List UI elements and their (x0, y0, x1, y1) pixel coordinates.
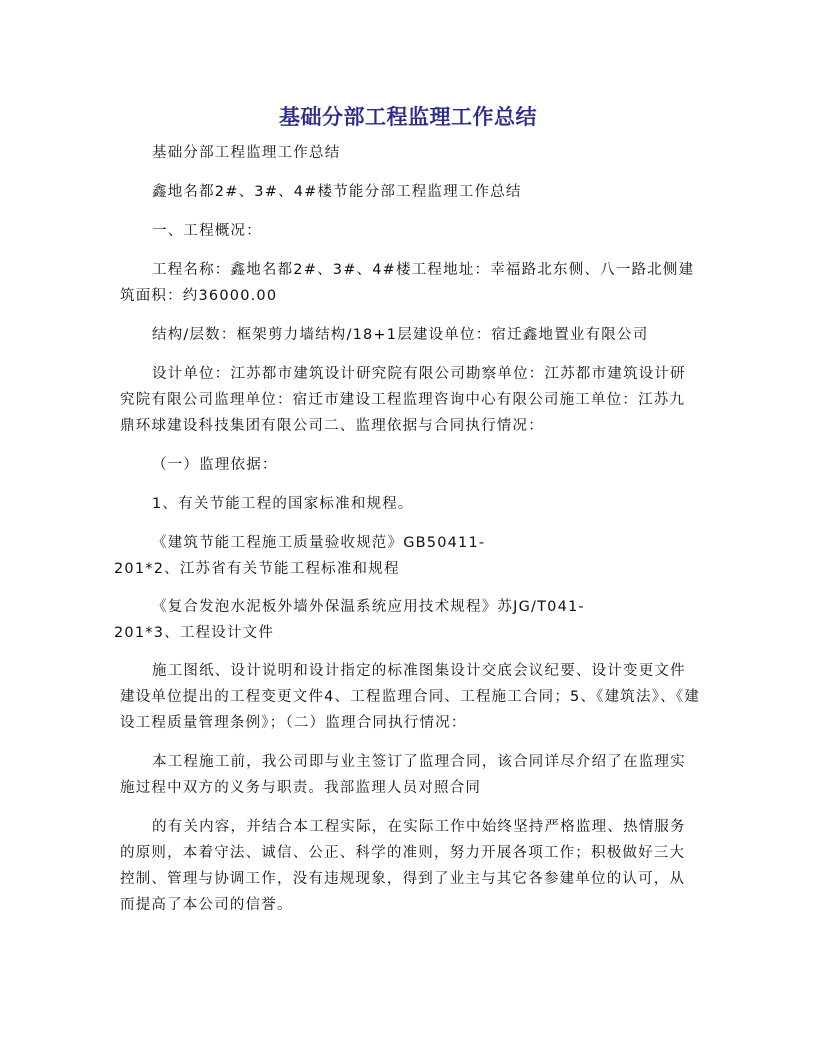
paragraph-project-name: 工程名称：鑫地名都2#、3#、4#楼工程地址：幸福路北东侧、八一路北侧建筑面积：约36000.00 (120, 262, 695, 304)
document-title: 基础分部工程监理工作总结 (279, 104, 537, 129)
paragraph-jiangsu-standard: 201*2、江苏省有关节能工程标准和规程 (114, 561, 400, 577)
paragraph-structure: 结构/层数：框架剪力墙结构/18+1层建设单位：宿迁鑫地置业有限公司 (152, 327, 649, 343)
document-body (114, 140, 700, 918)
paragraph-design-documents: 201*3、工程设计文件 (114, 625, 275, 641)
paragraph-project-summary-title: 鑫地名都2#、3#、4#楼节能分部工程监理工作总结 (152, 184, 522, 200)
paragraph-basis-heading: （一）监理依据： (152, 457, 278, 473)
paragraph-contract-execution: 的有关内容，并结合本工程实际，在实际工作中始终坚持严格监理、热情服务的原则，本着守法、诚信、公正、科学的准则，努力开展各项工作；积极做好三大控制、管理与协调工作，没有违规现象，得到了业主与其它各参建单位的认可，从而提高了本公司的信誉。 (120, 819, 686, 913)
paragraph-section-overview: 一、工程概况： (152, 223, 262, 239)
paragraph-code-jg: 《复合发泡水泥板外墙外保温系统应用技术规程》苏JG/T041- (152, 599, 585, 615)
paragraph-contract-signing: 本工程施工前，我公司即与业主签订了监理合同，该合同详尽介绍了在监理实施过程中双方的义务与职责。我部监理人员对照合同 (120, 754, 686, 796)
paragraph-drawings-and-contracts: 施工图纸、设计说明和设计指定的标准图集设计交底会议纪要、设计变更文件建设单位提出的工程变更文件4、工程监理合同、工程施工合同；5、《建筑法》、《建设工程质量管理条例》；（二）监理合同执行情况： (120, 663, 700, 731)
paragraph-national-standard: 1、有关节能工程的国家标准和规程。 (152, 496, 414, 512)
paragraph-code-gb: 《建筑节能工程施工质量验收规范》GB50411- (152, 535, 486, 551)
paragraph-units: 设计单位：江苏都市建筑设计研究院有限公司勘察单位：江苏都市建筑设计研究院有限公司监理单位：宿迁市建设工程监理咨询中心有限公司施工单位：江苏九鼎环球建设科技集团有限公司二、监理依据与合同执行情况： (120, 366, 686, 434)
paragraph-heading: 基础分部工程监理工作总结 (152, 145, 341, 161)
